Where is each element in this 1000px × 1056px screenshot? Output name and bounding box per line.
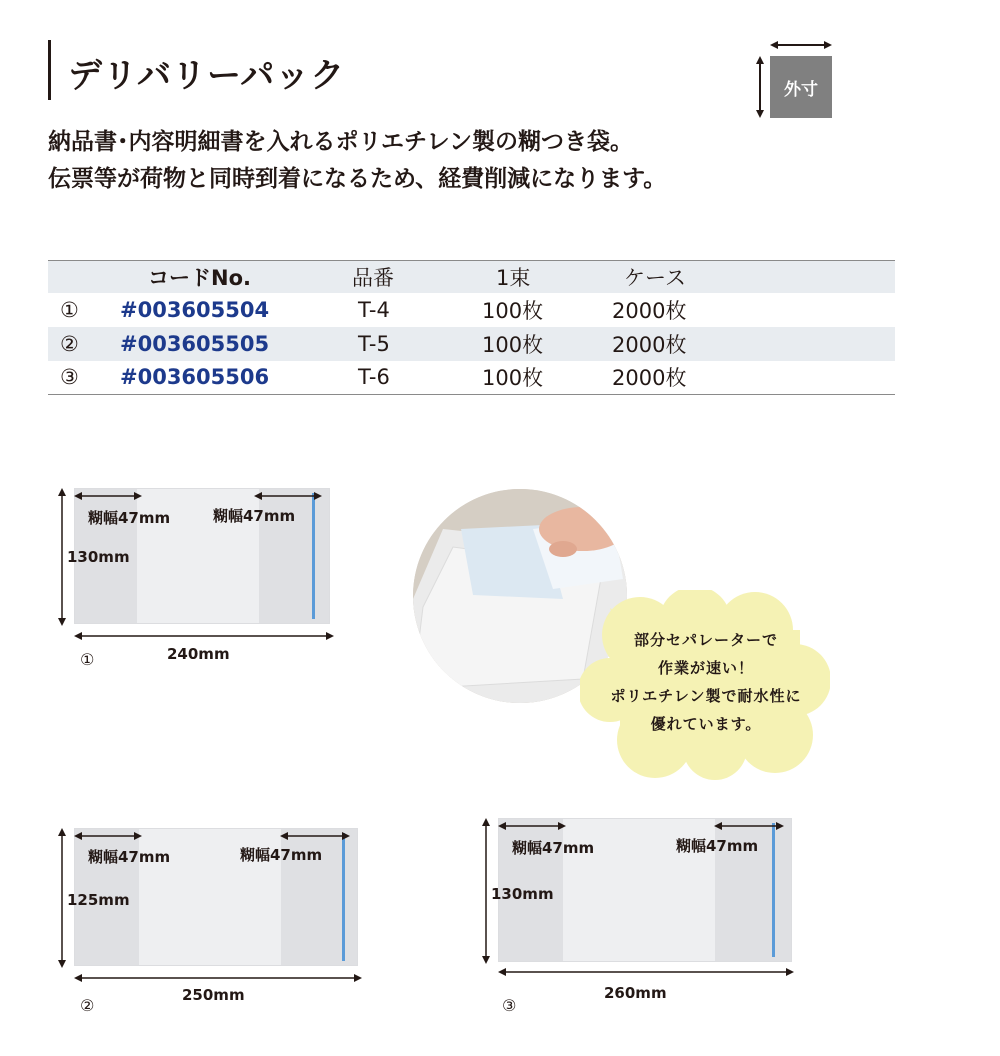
row-part: T-4 (358, 297, 390, 322)
description-line-2: 伝票等が荷物と同時到着になるため、経費削減になります。 (48, 166, 667, 192)
row-bundle: 100枚 (482, 361, 612, 395)
glue-width-right-label: 糊幅47mm (240, 846, 323, 864)
glue-width-right-label: 糊幅47mm (676, 837, 759, 855)
header-case: ケース (612, 261, 895, 293)
row-bundle: 100枚 (482, 298, 544, 323)
description-line-1: 納品書･内容明細書を入れるポリエチレン製の糊つき袋。 (48, 129, 634, 155)
header-mark (48, 261, 120, 293)
table-row (48, 293, 895, 327)
diagram-mark: ② (80, 996, 95, 1015)
outer-size-badge (754, 38, 834, 120)
header-code: コードNo. (120, 261, 352, 293)
glue-width-left-label: 糊幅47mm (88, 509, 171, 527)
header-bundle: 1束 (482, 261, 612, 293)
callout-line-4: 優れています。 (650, 715, 762, 733)
table-row (48, 361, 895, 395)
glue-width-left-label: 糊幅47mm (88, 848, 171, 866)
callout-line-1: 部分セパレーターで (633, 631, 778, 649)
row-code: #003605505 (120, 327, 352, 361)
width-label: 250mm (182, 986, 245, 1004)
outer-size-label: 外寸 (770, 56, 832, 118)
row-case: 2000枚 (612, 361, 895, 395)
row-mark: ③ (48, 361, 120, 395)
row-code: #003605506 (120, 361, 352, 395)
row-case: 2000枚 (612, 298, 687, 323)
row-part: T-6 (352, 361, 482, 395)
table-row (48, 327, 895, 361)
height-label: 130mm (67, 548, 130, 566)
product-description (48, 124, 666, 198)
row-case: 2000枚 (612, 327, 895, 361)
diagram-mark: ① (80, 650, 95, 669)
title-accent-bar (48, 40, 51, 100)
row-mark: ① (60, 297, 79, 322)
row-part: T-5 (352, 327, 482, 361)
height-label: 130mm (491, 885, 554, 903)
header-part: 品番 (352, 261, 482, 293)
row-mark: ② (48, 327, 120, 361)
row-code: #003605504 (120, 297, 270, 322)
height-label: 125mm (67, 891, 130, 909)
width-label: 260mm (604, 984, 667, 1002)
spec-table (48, 260, 895, 395)
diagram-mark: ③ (502, 996, 517, 1015)
table-header-row (48, 261, 895, 293)
page-title: デリバリーパック (68, 56, 346, 96)
callout-line-2: 作業が速い！ (657, 659, 754, 677)
width-label: 240mm (167, 645, 230, 663)
glue-width-left-label: 糊幅47mm (512, 839, 595, 857)
callout-text (596, 626, 816, 738)
row-bundle: 100枚 (482, 327, 612, 361)
callout-line-3: ポリエチレン製で耐水性に (610, 687, 802, 705)
glue-width-right-label: 糊幅47mm (213, 507, 296, 525)
